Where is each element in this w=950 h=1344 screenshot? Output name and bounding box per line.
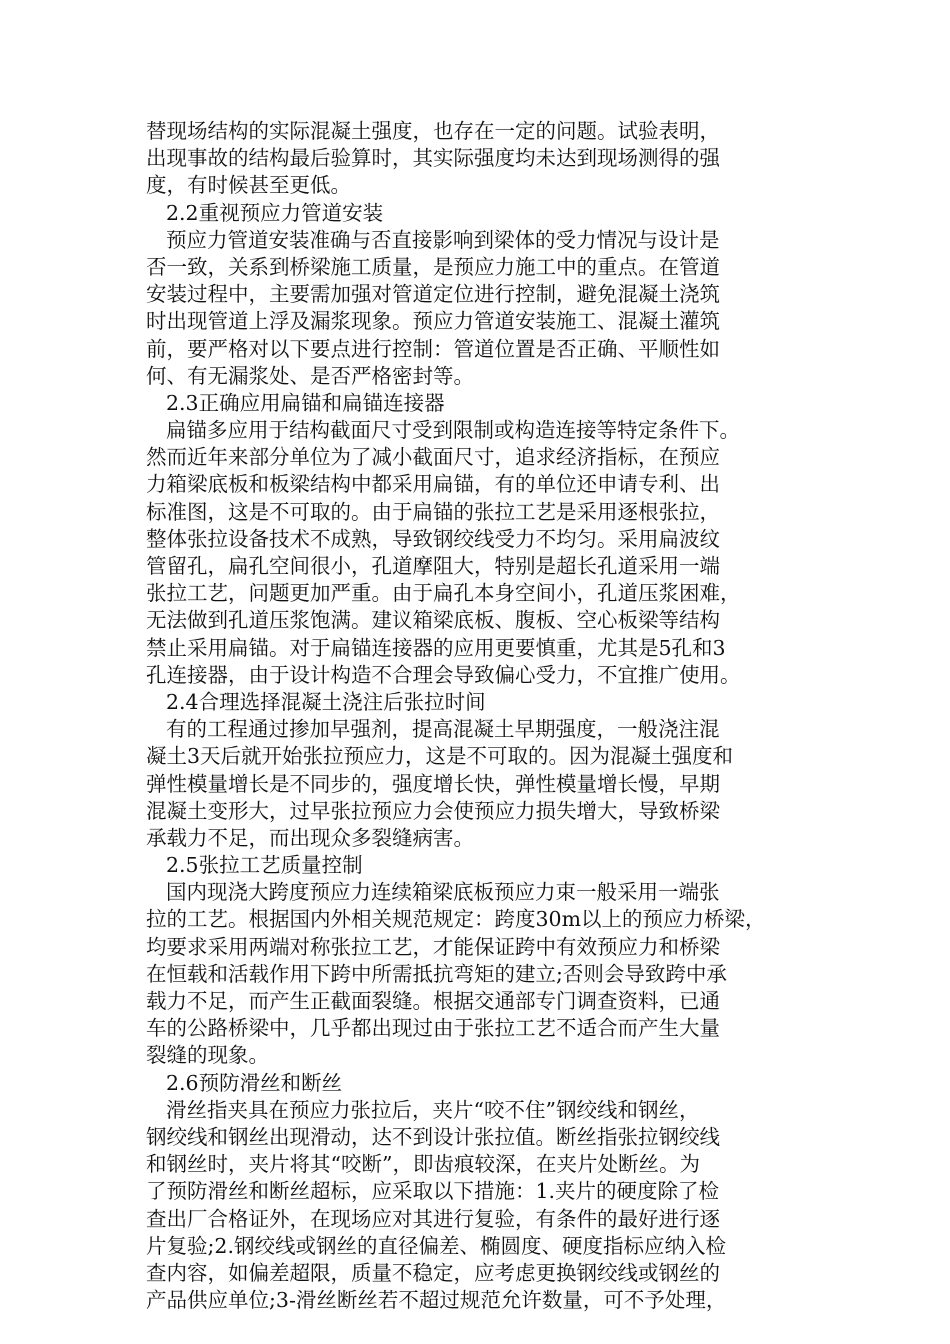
body-line: 替现场结构的实际混凝土强度，也存在一定的问题。试验表明， [146,119,720,143]
section-heading-2-5: 2.5张拉工艺质量控制 [166,853,363,878]
body-line: 时出现管道上浮及漏浆现象。预应力管道安装施工、混凝土灌筑 [146,309,720,334]
body-line: 混凝土变形大，过早张拉预应力会使预应力损失增大，导致桥梁 [146,798,720,823]
body-line: 标准图，这是不可取的。由于扁锚的张拉工艺是采用逐根张拉， [146,499,720,524]
paragraph-first-line: 有的工程通过掺加早强剂，提高混凝土早期强度，一般浇注混 [166,717,720,742]
document-body [146,118,806,1314]
paragraph-first-line: 国内现浇大跨度预应力连续箱梁底板预应力束一般采用一端张 [166,880,720,905]
body-line: 拉的工艺。根据国内外相关规范规定：跨度30m以上的预应力桥梁， [146,907,766,932]
body-line: 整体张拉设备技术不成熟，导致钢绞线受力不均匀。采用扁波纹 [146,526,720,551]
body-line: 前，要严格对以下要点进行控制：管道位置是否正确、平顺性如 [146,336,720,361]
section-heading-2-3: 2.3正确应用扁锚和扁锚连接器 [166,390,445,415]
body-line: 力箱梁底板和板梁结构中都采用扁锚，有的单位还申请专利、出 [146,472,720,497]
body-line: 和钢丝时，夹片将其“咬断”，即齿痕较深，在夹片处断丝。为 [146,1152,700,1177]
body-line: 否一致，关系到桥梁施工质量，是预应力施工中的重点。在管道 [146,254,720,279]
paragraph-first-line: 扁锚多应用于结构截面尺寸受到限制或构造连接等特定条件下。 [166,418,740,443]
body-line: 裂缝的现象。 [146,1043,269,1068]
body-line: 车的公路桥梁中，几乎都出现过由于张拉工艺不适合而产生大量 [146,1016,720,1041]
body-line: 出现事故的结构最后验算时，其实际强度均未达到现场测得的强 [146,146,720,171]
body-line: 管留孔，扁孔空间很小，孔道摩阻大，特别是超长孔道采用一端 [146,554,720,578]
paragraph-first-line: 预应力管道安装准确与否直接影响到梁体的受力情况与设计是 [166,227,720,252]
body-line: 禁止采用扁锚。对于扁锚连接器的应用更要慎重，尤其是5孔和3 [146,635,726,660]
body-line: 凝土3天后就开始张拉预应力，这是不可取的。因为混凝土强度和 [146,744,734,769]
body-line: 承载力不足，而出现众多裂缝病害。 [146,825,474,850]
body-line: 载力不足，而产生正截面裂缝。根据交通部专门调查资料，已通 [146,989,720,1013]
section-heading-2-6: 2.6预防滑丝和断丝 [166,1070,343,1095]
section-heading-2-2: 2.2重视预应力管道安装 [166,200,384,225]
section-heading-2-4: 2.4合理选择混凝土浇注后张拉时间 [166,689,486,714]
body-line: 张拉工艺，问题更加严重。由于扁孔本身空间小，孔道压浆困难， [146,581,741,606]
body-line: 查内容，如偏差超限，质量不稳定，应考虑更换钢绞线或钢丝的 [146,1260,720,1285]
body-line: 钢绞线和钢丝出现滑动，达不到设计张拉值。断丝指张拉钢绞线 [146,1124,720,1149]
body-line: 查出厂合格证外，在现场应对其进行复验，有条件的最好进行逐 [146,1206,720,1231]
body-line: 安装过程中，主要需加强对管道定位进行控制，避免混凝土浇筑 [146,282,720,307]
paragraph-first-line: 滑丝指夹具在预应力张拉后，夹片“咬不住”钢绞线和钢丝， [166,1097,700,1122]
body-line: 何、有无漏浆处、是否严格密封等。 [146,363,474,388]
body-line: 在恒载和活载作用下跨中所需抵抗弯矩的建立;否则会导致跨中承 [146,961,727,986]
body-line: 孔连接器，由于设计构造不合理会导致偏心受力，不宜推广使用。 [146,662,741,687]
body-line: 了预防滑丝和断丝超标，应采取以下措施：1.夹片的硬度除了检 [146,1179,720,1204]
body-line: 无法做到孔道压浆饱满。建议箱梁底板、腹板、空心板梁等结构 [146,608,720,633]
body-line: 弹性模量增长是不同步的，强度增长快，弹性模量增长慢，早期 [146,771,720,796]
body-line: 产品供应单位;3-滑丝断丝若不超过规范允许数量，可不予处理， [146,1288,727,1313]
body-line: 片复验;2.钢绞线或钢丝的直径偏差、椭圆度、硬度指标应纳入检 [146,1233,726,1258]
body-line: 均要求采用两端对称张拉工艺，才能保证跨中有效预应力和桥梁 [146,934,720,959]
body-line: 然而近年来部分单位为了减小截面尺寸，追求经济指标，在预应 [146,445,720,470]
body-line: 度，有时候甚至更低。 [146,173,351,198]
